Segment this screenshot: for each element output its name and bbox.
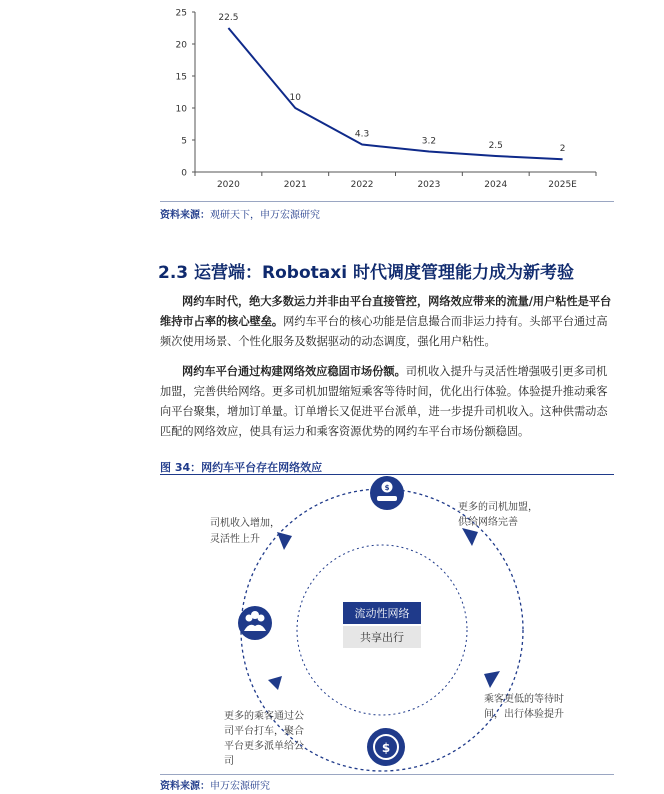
source-label: 资料来源：: [160, 210, 210, 221]
svg-text:$: $: [384, 484, 390, 492]
chart-labels: [218, 13, 565, 154]
arrow-left-top-icon: [277, 532, 292, 550]
x-tick-label: 2021: [283, 180, 307, 190]
paragraph-2: [160, 362, 614, 442]
center-label-bottom: 共享出行: [360, 631, 404, 644]
paragraph-2-body: 司机收入提升与灵活性增强吸引更多司机加盟，完善供给网络。更多司机加盟缩短乘客等待时间，优化出行体验。体验提升推动乘客向平台聚集，增加订单量。订单增长又促进平台派单，进一步提升司机收入。这种供需动态匹配的网络效应，使具有运力和乘客资源优势的网约车平台市场份额稳固。: [160, 365, 608, 438]
chart-series: [228, 28, 562, 159]
paragraph-1-lead: 网约车时代，绝大多数运力并非由平台直接管控，网络效应带来的流量/用户粘性是平台维持市占率的核心壁垒。: [160, 295, 612, 328]
money-cycle-icon: [367, 728, 405, 766]
chart-axes: [176, 9, 596, 191]
source-text-bottom: 申万宏源研究: [210, 781, 270, 792]
x-tick-label: 2025E: [548, 180, 577, 190]
y-tick-label: 15: [175, 72, 187, 83]
label-bottom-left-line1: 更多的乘客通过公: [224, 711, 304, 722]
y-tick-label: 0: [181, 168, 187, 179]
y-tick-label: 10: [175, 104, 187, 115]
label-bottom-right-line1: 乘客更低的等待时: [484, 694, 564, 705]
center-label-top: 流动性网络: [354, 607, 410, 620]
data-label: 4.3: [354, 129, 370, 140]
figure-title: 图 34：网约车平台存在网络效应: [160, 461, 323, 474]
source-note-bottom: [160, 777, 270, 792]
label-bottom-right-line2: 间，出行体验提升: [484, 709, 564, 720]
svg-text:$: $: [381, 741, 391, 755]
source-text: 观研天下，申万宏源研究: [210, 210, 320, 221]
label-left-top-line1: 司机收入增加，: [210, 518, 280, 529]
y-tick-label: 25: [175, 8, 187, 19]
data-label: 2.5: [488, 141, 503, 151]
section-heading: 2.3 运营端：Robotaxi 时代调度管理能力成为新考验: [158, 263, 574, 283]
x-tick-label: 2022: [350, 180, 374, 190]
label-top-right-line1: 更多的司机加盟，: [458, 502, 538, 513]
y-tick-label: 20: [175, 40, 187, 51]
paragraph-2-lead: 网约车平台通过构建网络效应稳固市场份额。: [182, 365, 406, 378]
label-left-top-line2: 灵活性上升: [210, 534, 260, 545]
users-group-icon: [238, 606, 272, 640]
money-hand-icon: [370, 476, 404, 510]
arrow-right-bottom-icon: [484, 671, 500, 688]
x-tick-label: 2020: [216, 180, 240, 190]
network-effect-diagram: [160, 476, 614, 774]
arrow-top-right-icon: [462, 528, 478, 546]
source-rule-top: [160, 201, 614, 202]
x-tick-label: 2024: [484, 180, 508, 190]
source-label-bottom: 资料来源：: [160, 781, 210, 792]
source-rule-bottom: [160, 774, 614, 775]
data-label: 22.5: [218, 13, 239, 23]
paragraph-1: [160, 292, 614, 352]
label-bottom-left-line2: 司平台打车，聚合: [224, 726, 304, 737]
y-tick-label: 5: [181, 136, 187, 147]
data-label: 2: [559, 144, 566, 155]
data-label: 3.2: [421, 136, 437, 147]
figure-title-rule: [160, 474, 614, 475]
x-tick-label: 2023: [417, 180, 441, 190]
label-top-right-line2: 供给网络完善: [458, 517, 518, 528]
line-chart: [160, 0, 600, 195]
arrow-bottom-left-icon: [268, 676, 282, 690]
label-bottom-left-line4: 司: [224, 756, 234, 767]
source-note-top: [160, 206, 320, 221]
paragraph-1-body: 网约车平台的核心功能是信息撮合而非运力持有。头部平台通过高频次使用场景、个性化服务及数据驱动的动态调度，强化用户粘性。: [160, 315, 608, 348]
label-bottom-left-line3: 平台更多派单给公: [224, 741, 304, 752]
series-line: [228, 28, 562, 159]
data-label: 10: [289, 93, 301, 103]
